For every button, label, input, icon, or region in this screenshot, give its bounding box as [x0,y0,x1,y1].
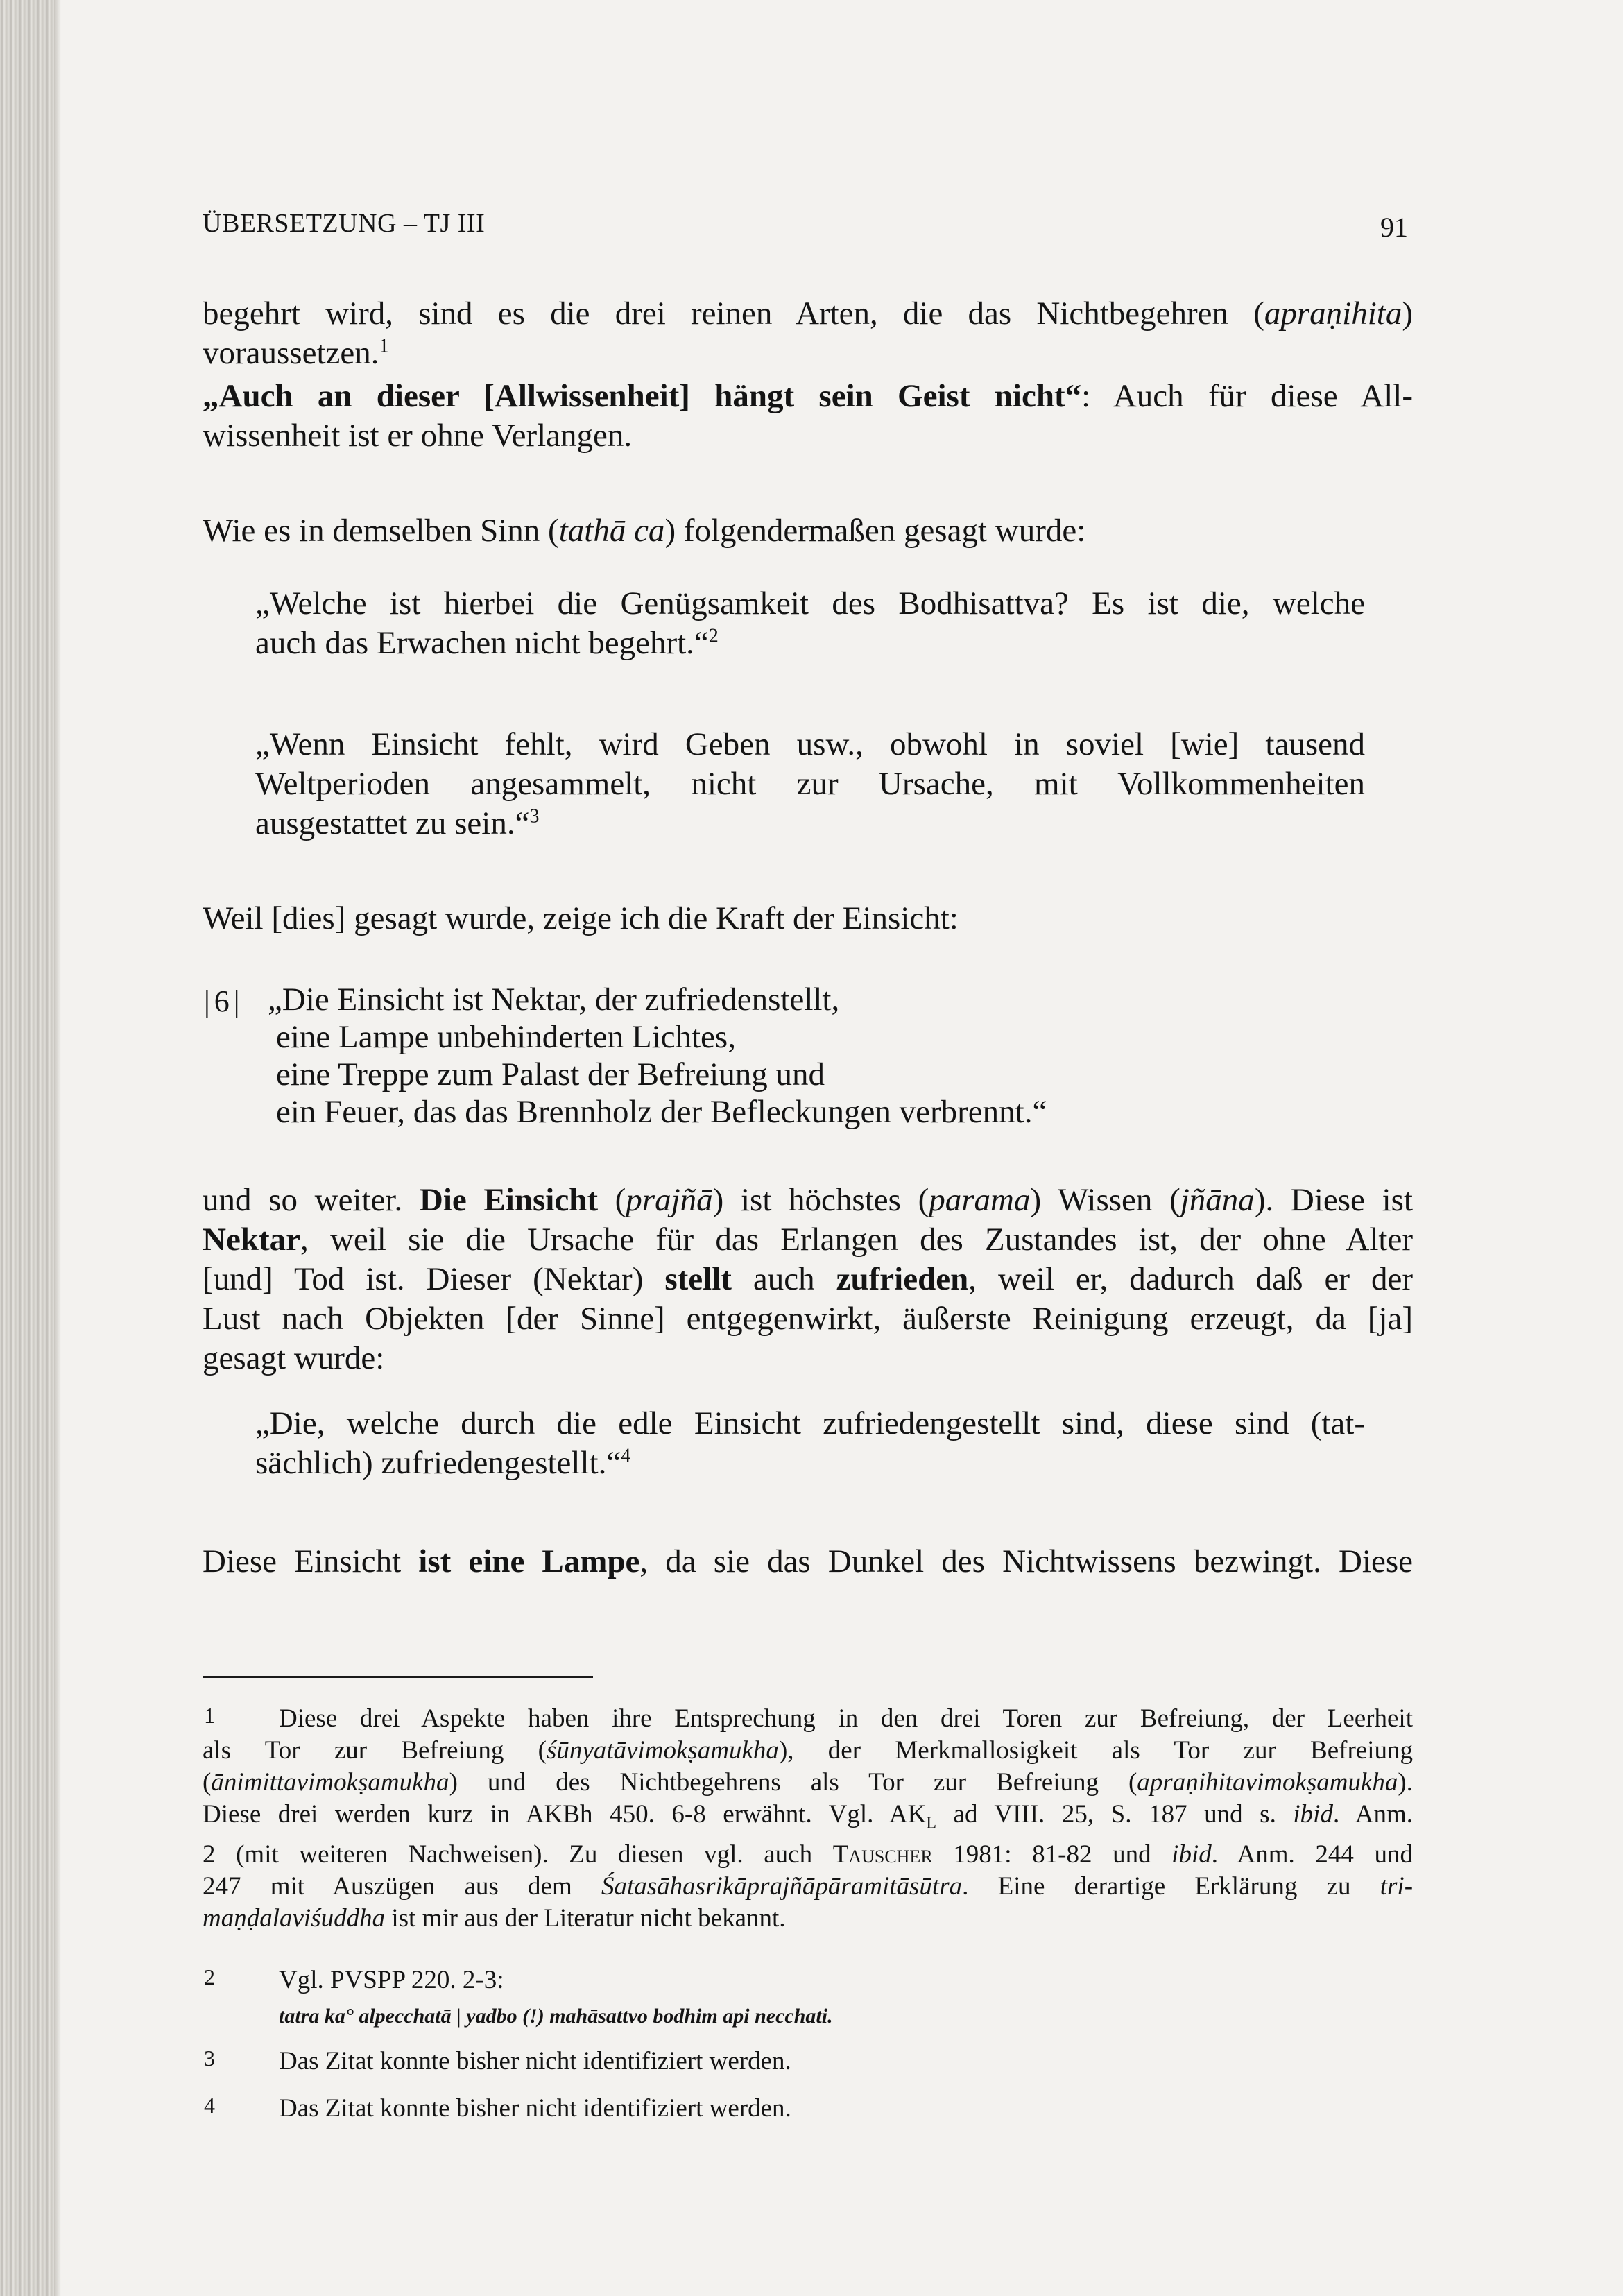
verse-line-4: ein Feuer, das das Brennholz der Befleckungen verbrennt.“ [276,1094,1047,1130]
footnote-1-line-1: Diese drei Aspekte haben ihre Entsprechung in den drei Toren zur Befreiung, der Leerheit [279,1704,1413,1733]
text-run: 247 mit Auszügen aus dem [203,1872,601,1901]
commentary-line-1 [203,1181,1413,1220]
quote-2-line-3 [255,804,1365,843]
abbr-ibid: ibid [1293,1800,1333,1828]
paragraph-1-line-1 [203,294,1413,334]
footnote-2-line-1: Vgl. PVSPP 220. 2-3: [279,1966,504,1994]
lemma-bold: zufrieden [836,1261,969,1297]
footnote-1 [203,1703,1413,1935]
footnote-4 [279,2093,1389,2125]
quote-2-line-2: Weltperioden angesammelt, nicht zur Ursache, mit Vollkommenheiten [255,766,1365,802]
text-run: . Eine derartige Erklärung zu [962,1872,1380,1901]
text-run: Diese Einsicht [203,1543,419,1579]
footnote-2 [279,1964,1389,2032]
text-run: ) [1402,295,1413,332]
text-run: . Anm. 244 und [1211,1840,1413,1869]
text-run: , weil sie die Ursache für das Erlangen des Zustandes ist, der ohne Alter [300,1222,1413,1258]
abbr-ibid: ibid [1171,1840,1212,1869]
quote-1-line-1: „Welche ist hierbei die Genügsamkeit des Bodhisattva? Es ist die, welche [255,585,1365,622]
block-quote-2 [255,725,1365,843]
term-animitta: ānimittavimokṣamukha [211,1768,449,1797]
text-run: ) folgendermaßen gesagt wurde: [664,513,1086,549]
paragraph-4 [203,899,1413,939]
term-tatha-ca: tathā ca [558,513,665,549]
text-run: auch das Erwachen nicht begehrt.“ [255,625,709,661]
verse-line-1: „Die Einsicht ist Nektar, der zufriedenstellt, [268,982,840,1018]
footnote-ref-1: 1 [379,335,389,357]
running-head-title: ÜBERSETZUNG – TJ III [203,209,486,238]
text-run: als Tor zur Befreiung ( [203,1736,547,1765]
footnote-2-sanskrit: tatra ka° alpecchatā | yadbo (!) mahāsattvo bodhim api necchati. [279,2005,833,2028]
term-mandalavisuddha: maṇḍalaviśuddha [203,1904,386,1933]
paragraph-1-line-2 [203,334,1413,373]
lemma-bold: ist eine Lampe [418,1543,640,1579]
text-run: ( [597,1182,626,1218]
commentary-paragraph [203,1181,1413,1378]
footnote-ref-4: 4 [621,1445,631,1467]
footnote-1-line-7 [203,1903,1413,1935]
text-run: ). [1398,1768,1413,1797]
verse-line-2: eine Lampe unbehinderten Lichtes, [276,1019,736,1055]
text-run: begehrt wird, sind es die drei reinen Arten, die das Nichtbegehren ( [203,295,1264,332]
quote-3-line-1: „Die, welche durch die edle Einsicht zufriedengestellt sind, diese sind (tat- [255,1405,1365,1441]
footnote-4-line-1: Das Zitat konnte bisher nicht identifiziert werden. [279,2094,791,2123]
footnote-3-line-1: Das Zitat konnte bisher nicht identifiziert werden. [279,2047,791,2075]
footnote-ref-2: 2 [708,625,719,647]
term-sunyata: śūnyatāvimokṣamukha [546,1736,779,1765]
paragraph-2-line-1 [203,377,1413,416]
verse-block [268,981,1047,1131]
commentary-line-5: gesagt wurde: [203,1340,385,1376]
commentary-line-3 [203,1260,1413,1299]
text-run: auch [731,1261,836,1297]
text-run: sächlich) zufriedengestellt.“ [255,1445,621,1481]
page-number: 91 [1380,212,1408,243]
paragraph-2 [203,377,1413,456]
footnote-separator [203,1676,593,1678]
text-run: ), der Merkmallosigkeit als Tor zur Befreiung [778,1736,1413,1765]
quote-3-line-2 [255,1443,1365,1483]
text-run: und so weiter. [203,1182,420,1218]
footnote-ref-3: 3 [529,805,540,828]
paragraph-3 [203,511,1413,551]
text-run: ) ist höchstes ( [712,1182,929,1218]
paragraph-final [203,1542,1413,1582]
lemma-bold: Nektar [203,1222,300,1258]
block-quote-1 [255,584,1365,663]
text-run: ). Diese ist [1254,1182,1413,1218]
footnote-2-number: 2 [204,1964,215,1989]
footnote-1-line-6 [203,1871,1413,1903]
lemma-bold: stellt [664,1261,732,1297]
text-run: Wie es in demselben Sinn ( [203,513,559,549]
text-run: . Anm. [1332,1800,1413,1828]
paragraph-4-line-1: Weil [dies] gesagt wurde, zeige ich die Kraft der Einsicht: [203,900,959,936]
text-run: ist mir aus der Literatur nicht bekannt. [385,1904,786,1933]
text-run: [und] Tod ist. Dieser (Nektar) [203,1261,665,1297]
text-run: 1981: 81-82 und [932,1840,1172,1869]
term-apranihita-vimoksa: apraṇihitavimokṣamukha [1137,1768,1398,1797]
lemma-bold: „Auch an dieser [Allwissenheit] hängt sein Geist nicht“ [203,378,1082,414]
footnote-1-line-4 [203,1799,1413,1839]
term-tri: tri- [1380,1872,1414,1901]
footnote-1-line-5 [203,1839,1413,1871]
text-run: 2 (mit weiteren Nachweisen). Zu diesen vgl. auch [203,1840,833,1869]
verse-number: |6| [204,984,244,1018]
paragraph-2-line-2: wissenheit ist er ohne Verlangen. [203,418,633,454]
verse-line-3: eine Treppe zum Palast der Befreiung und [276,1056,825,1093]
text-run: voraussetzen. [203,335,379,371]
footnote-3-number: 3 [204,2046,215,2071]
quote-2-line-1: „Wenn Einsicht fehlt, wird Geben usw., obwohl in soviel [wie] tausend [255,726,1365,762]
text-run: ( [203,1768,212,1797]
footnote-1-number: 1 [204,1703,215,1728]
footnote-1-line-2 [203,1735,1413,1767]
commentary-line-2 [203,1220,1413,1260]
term-parama: parama [929,1182,1031,1218]
footnote-3 [279,2046,1389,2077]
text-run: ) Wissen ( [1030,1182,1180,1218]
term-jnana: jñāna [1180,1182,1255,1218]
author-tauscher: Tauscher [832,1840,933,1869]
text-run: : Auch für diese All- [1081,378,1413,414]
running-head [203,208,485,239]
subscript-l: L [926,1814,936,1833]
paragraph-final-line-1 [203,1542,1413,1582]
text-run: ausgestattet zu sein.“ [255,805,530,841]
term-apranihita: apraṇihita [1264,295,1402,332]
footnote-1-line-3 [203,1767,1413,1799]
paragraph-3-line-1 [203,511,1413,551]
term-prajna: prajñā [626,1182,713,1218]
block-quote-3 [255,1404,1365,1483]
text-run: Diese drei werden kurz in AKBh 450. 6-8 erwähnt. Vgl. AK [203,1800,927,1828]
footnote-4-number: 4 [204,2093,215,2118]
text-run: , weil er, dadurch daß er der [968,1261,1413,1297]
text-run: ) und des Nichtbegehrens als Tor zur Befreiung ( [449,1768,1137,1797]
text-run: , da sie das Dunkel des Nichtwissens bezwingt. Diese [639,1543,1413,1579]
commentary-line-4: Lust nach Objekten [der Sinne] entgegenwirkt, äußerste Reinigung erzeugt, da [ja] [203,1301,1413,1337]
title-satasahasrika: Śatasāhasrikāprajñāpāramitāsūtra [601,1872,963,1901]
text-run: ad VIII. 25, S. 187 und s. [936,1800,1294,1828]
lemma-bold: Die Einsicht [419,1182,598,1218]
quote-1-line-2 [255,624,1365,663]
paragraph-1 [203,294,1413,373]
